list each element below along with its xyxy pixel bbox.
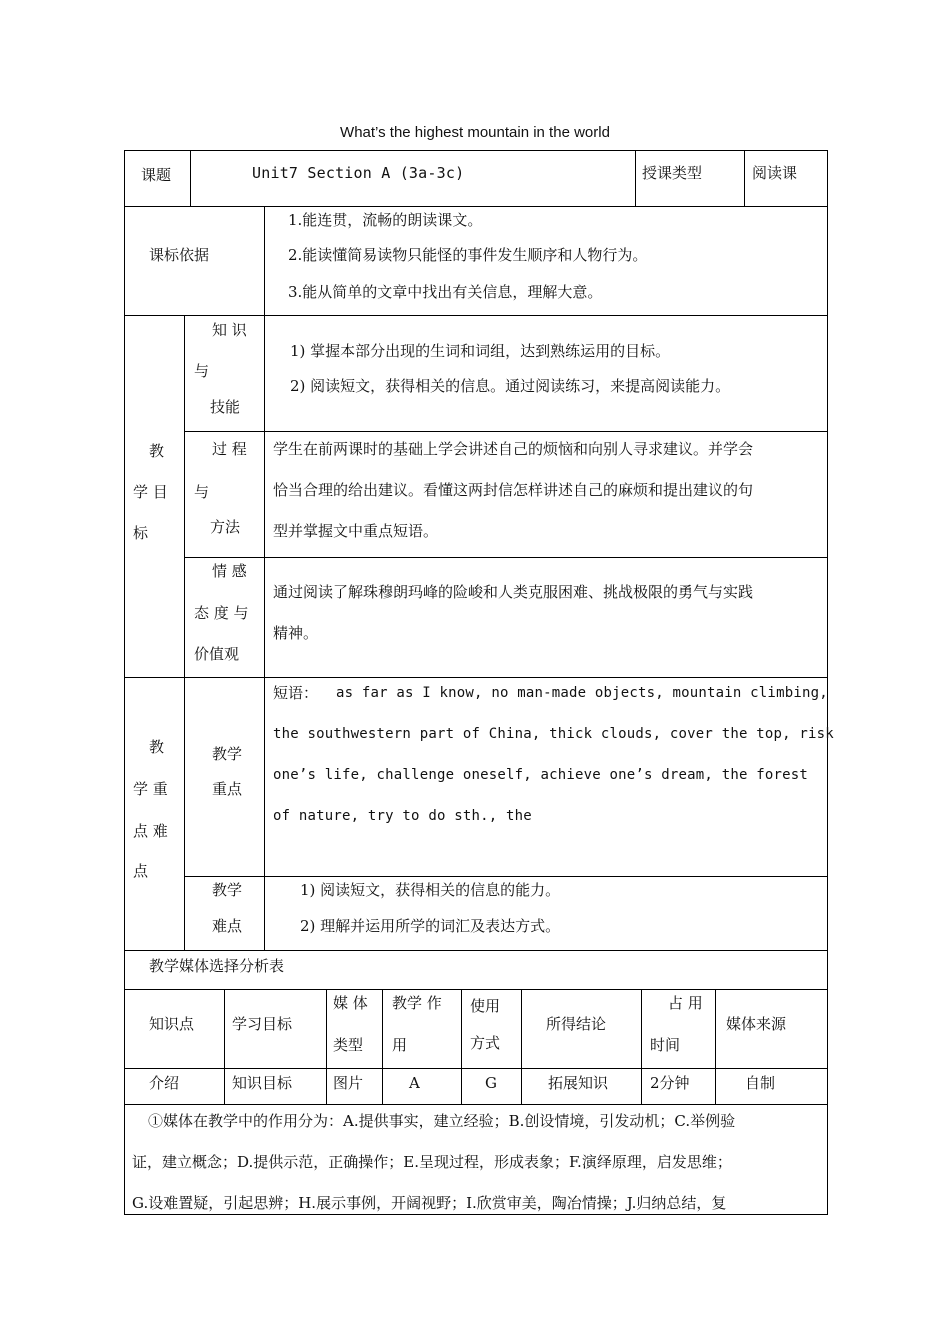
key-points-label: 点 难	[133, 822, 168, 840]
process-text: 恰当合理的给出建议。看懂这两封信怎样讲述自己的麻烦和提出建议的句	[273, 481, 754, 499]
media-cell: A	[409, 1074, 420, 1092]
goals-label: 学 目	[133, 483, 168, 501]
document-title: What’s the highest mountain in the world	[340, 124, 610, 141]
key-points-label: 教	[149, 738, 165, 756]
media-col-header: 媒 体	[333, 994, 368, 1012]
media-cell: 介绍	[149, 1074, 180, 1092]
difficulty-item: 2) 理解并运用所学的词汇及表达方式。	[300, 917, 561, 935]
focus-text: one’s life, challenge oneself, achieve one’s dream, the forest	[273, 767, 808, 783]
standards-label: 课标依据	[149, 246, 210, 264]
focus-text: of nature, try to do sth., the	[273, 808, 532, 824]
media-cell: 图片	[333, 1074, 364, 1092]
standards-item: 1.能连贯，流畅的朗读课文。	[288, 211, 483, 229]
process-label: 与	[194, 483, 210, 501]
knowledge-item: 2) 阅读短文，获得相关的信息。通过阅读练习，来提高阅读能力。	[290, 377, 731, 395]
media-col-header: 知识点	[149, 1015, 195, 1033]
knowledge-label: 技能	[210, 398, 241, 416]
media-col-header: 媒体来源	[726, 1015, 787, 1033]
key-points-label: 学 重	[133, 780, 168, 798]
media-table-heading: 教学媒体选择分析表	[149, 957, 285, 975]
media-col-header: 用	[392, 1036, 408, 1054]
media-col-header: 类型	[333, 1036, 364, 1054]
media-col-header: 学习目标	[232, 1015, 293, 1033]
emotion-label: 情 感	[212, 562, 247, 580]
phrase-label: 短语：	[273, 684, 319, 702]
key-points-label: 点	[133, 862, 149, 880]
media-col-header: 使用	[470, 997, 501, 1015]
standards-item: 3.能从简单的文章中找出有关信息，理解大意。	[288, 283, 603, 301]
course-value: Unit7 Section A (3a-3c)	[252, 164, 465, 182]
process-text: 学生在前两课时的基础上学会讲述自己的烦恼和向别人寻求建议。并学会	[273, 440, 754, 458]
knowledge-label: 与	[194, 362, 210, 380]
goals-label: 教	[149, 442, 165, 460]
process-label: 方法	[210, 518, 241, 536]
difficulty-label: 教学	[212, 881, 243, 899]
emotion-text: 精神。	[273, 624, 319, 642]
process-label: 过 程	[212, 440, 247, 458]
focus-label: 重点	[212, 780, 243, 798]
media-col-header: 方式	[470, 1034, 501, 1052]
media-col-header: 占 用	[668, 994, 703, 1012]
media-cell: G	[485, 1074, 497, 1092]
media-col-header: 时间	[650, 1036, 681, 1054]
media-footnote: 证，建立概念；D.提供示范，正确操作；E.呈现过程，形成表象；F.演绎原理，启发思维；	[132, 1153, 732, 1171]
course-label: 课题	[141, 166, 172, 184]
lesson-type-label: 授课类型	[642, 164, 703, 182]
emotion-label: 态 度 与	[194, 604, 249, 622]
lesson-type-value: 阅读课	[752, 164, 798, 182]
goals-label: 标	[133, 524, 149, 542]
difficulty-label: 难点	[212, 917, 243, 935]
emotion-label: 价值观	[194, 645, 240, 663]
standards-item: 2.能读懂简易读物只能怪的事件发生顺序和人物行为。	[288, 246, 648, 264]
media-cell: 2分钟	[650, 1074, 690, 1092]
focus-text: as far as I know, no man-made objects, mountain climbing,	[336, 685, 828, 701]
media-col-header: 所得结论	[546, 1015, 607, 1033]
media-cell: 自制	[745, 1074, 776, 1092]
media-footnote: ①媒体在教学中的作用分为：A.提供事实，建立经验；B.创设情境，引发动机；C.举例验	[148, 1112, 736, 1130]
emotion-text: 通过阅读了解珠穆朗玛峰的险峻和人类克服困难、挑战极限的勇气与实践	[273, 583, 754, 601]
knowledge-item: 1) 掌握本部分出现的生词和词组，达到熟练运用的目标。	[290, 342, 671, 360]
media-footnote: G.设难置疑，引起思辨；H.展示事例，开阔视野；I.欣赏审美，陶冶情操；J.归纳总结，复	[132, 1194, 727, 1212]
media-col-header: 教学 作	[392, 994, 442, 1012]
knowledge-label: 知 识	[212, 321, 247, 339]
difficulty-item: 1) 阅读短文，获得相关的信息的能力。	[300, 881, 561, 899]
focus-label: 教学	[212, 745, 243, 763]
media-cell: 知识目标	[232, 1074, 293, 1092]
media-cell: 拓展知识	[548, 1074, 609, 1092]
process-text: 型并掌握文中重点短语。	[273, 522, 439, 540]
focus-text: the southwestern part of China, thick clouds, cover the top, risk	[273, 726, 834, 742]
